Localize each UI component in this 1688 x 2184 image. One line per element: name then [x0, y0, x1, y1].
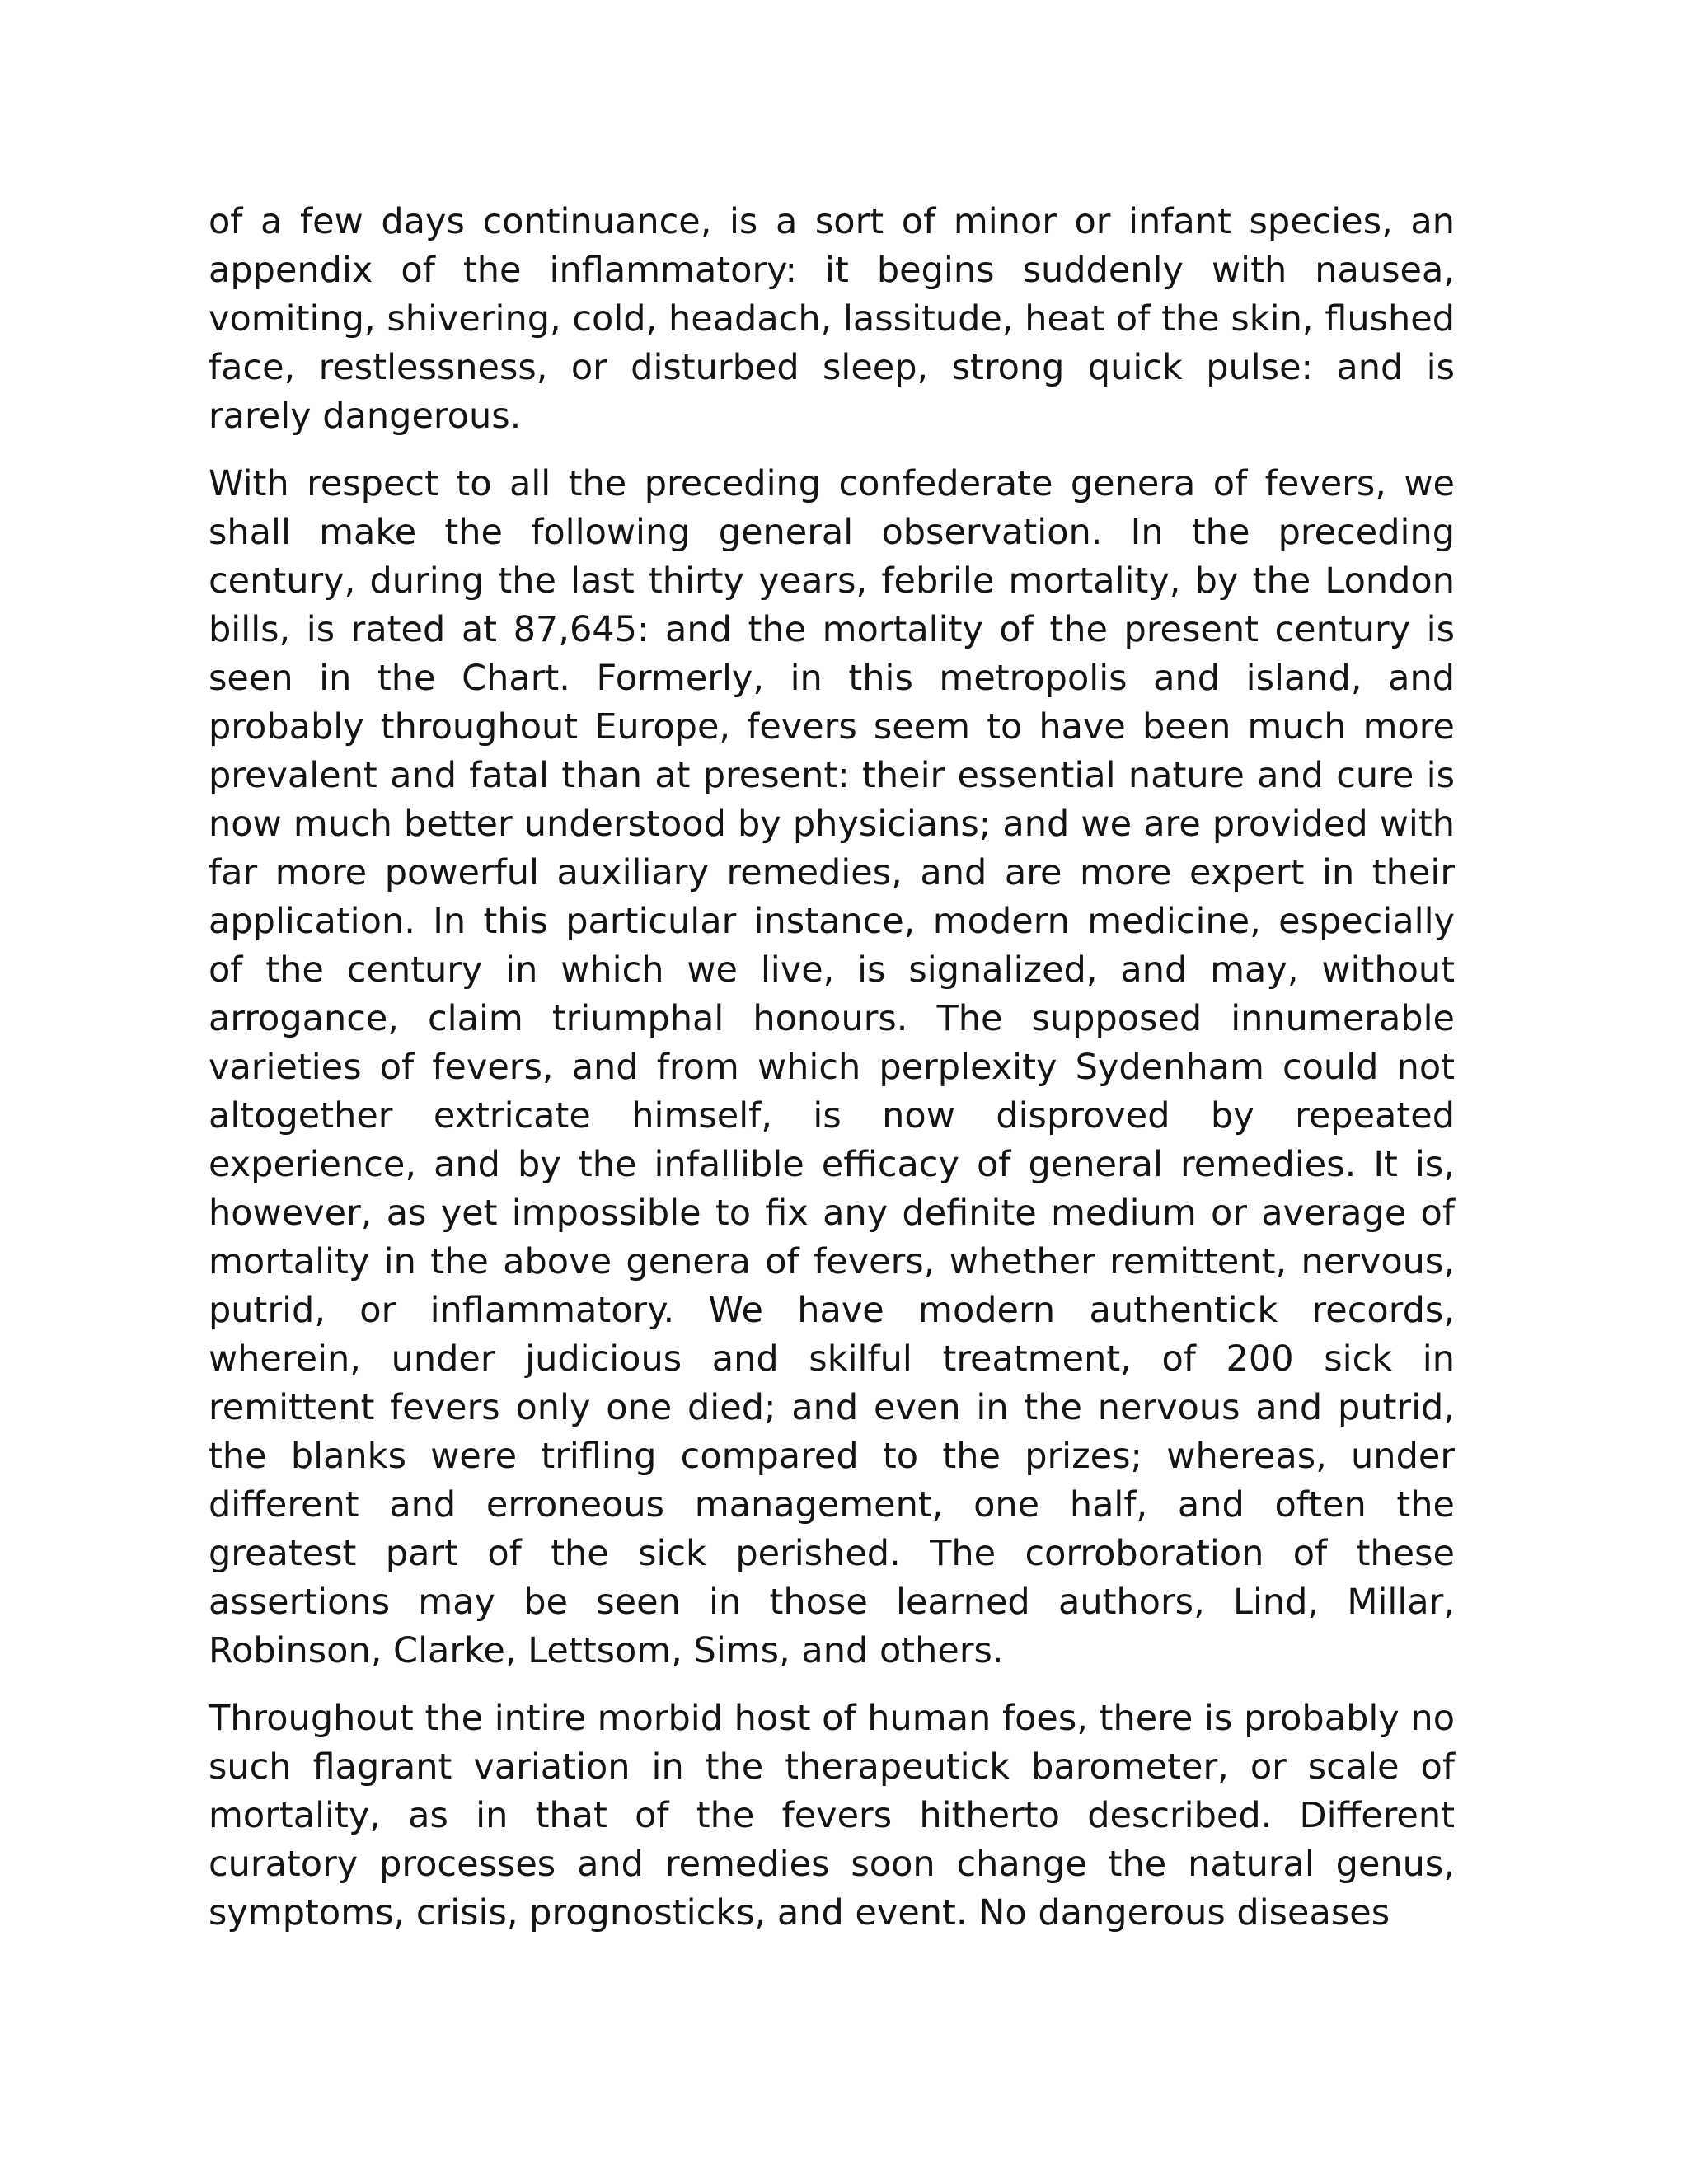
paragraph-3: Throughout the intire morbid host of human foes, there is probably no such flagrant variation in the therapeutick barometer, or scale of mortality, as in that of the fevers hitherto described. Different curatory processes and remedies soon change the natural genus, symptoms, crisis, prognosticks, and event. No dangerous diseases — [209, 1698, 1455, 1933]
paragraph-2: With respect to all the preceding confederate genera of fevers, we shall make the following general observation. In the preceding century, during the last thirty years, febrile mortality, by the London bills, is rated at 87,645: and the mortality of the present century is seen in the Chart. Formerly, in this metropolis and island, and probably throughout Europe, fevers seem to have been much more prevalent and fatal than at present: their essential nature and cure is now much better understood by physicians; and we are provided with far more powerful auxiliary remedies, and are more expert in their application. In this particular instance, modern medicine, especially of the century in which we live, is signalized, and may, without arrogance, claim triumphal honours. The supposed innumerable varieties of fevers, and from which perplexity Sydenham could not altogether extricate himself, is now disproved by repeated experience, and by the infallible efficacy of general remedies. It is, however, as yet impossible to fix any definite medium or average of mortality in the above genera of fevers, whether remittent, nervous, putrid, or inflammatory. We have modern authentick records, wherein, under judicious and skilful treatment, of 200 sick in remittent fevers only one died; and even in the nervous and putrid, the blanks were trifling compared to the prizes; whereas, under different and erroneous management, one half, and often the greatest part of the sick perished. The corroboration of these assertions may be seen in those learned authors, Lind, Millar, Robinson, Clarke, Lettsom, Sims, and others. — [209, 463, 1455, 1671]
page-body — [209, 198, 1455, 1938]
paragraph-1: of a few days continuance, is a sort of minor or infant species, an appendix of the inflammatory: it begins suddenly with nausea, vomiting, shivering, cold, headach, lassitude, heat of the skin, flushed face, restlessness, or disturbed sleep, strong quick pulse: and is rarely dangerous. — [209, 201, 1455, 437]
